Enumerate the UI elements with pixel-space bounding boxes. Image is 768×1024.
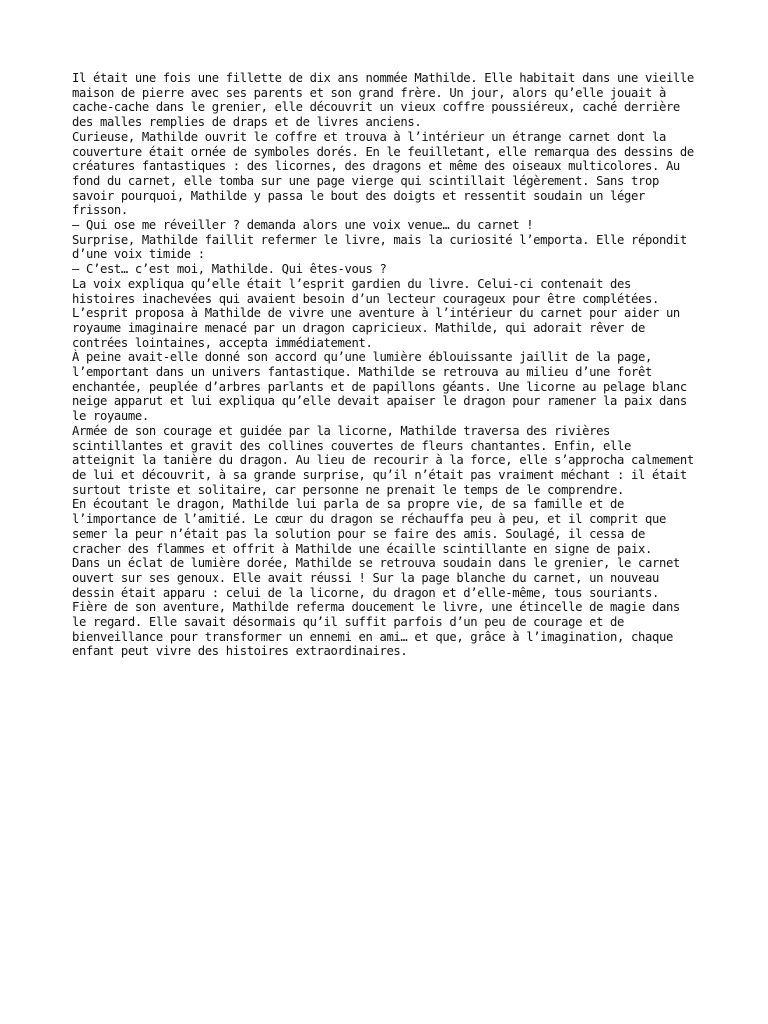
paragraph-9: En écoutant le dragon, Mathilde lui parla de sa propre vie, de sa famille et de l’importance de l’amitié. Le cœur du dragon se réchauffa peu à peu, et il comprit que semer la peur n’était pas la solution pour se faire des amis. Soulagé, il cessa de cracher des flammes et offrit à Mathilde une écaille scintillante en signe de paix.	[72, 497, 666, 556]
paragraph-7: À peine avait-elle donné son accord qu’une lumière éblouissante jaillit de la page, l’emportant dans un univers fantastique. Mathilde se retrouva au milieu d’une forêt enchantée, peuplée d’arbres parlants et de papillons géants. Une licorne au pelage blanc neige apparut et lui expliqua qu’elle devait apaiser le dragon pour ramener la paix dans le royaume.	[72, 350, 687, 424]
paragraph-8: Armée de son courage et guidée par la licorne, Mathilde traversa des rivières scintillantes et gravit des collines couvertes de fleurs chantantes. Enfin, elle atteignit la tanière du dragon. Au lieu de recourir à la force, elle s’approcha calmement de lui et découvrit, à sa grande surprise, qu’il n’était pas vraiment méchant : il était surtout triste et solitaire, car personne ne prenait le temps de le comprendre.	[72, 423, 694, 497]
paragraph-10: Dans un éclat de lumière dorée, Mathilde se retrouva soudain dans le grenier, le carnet ouvert sur ses genoux. Elle avait réussi ! Sur la page blanche du carnet, un nouveau dessin était apparu : celui de la licorne, du dragon et d’elle-même, tous souriants.	[72, 556, 680, 600]
paragraph-1: Il était une fois une fillette de dix ans nommée Mathilde. Elle habitait dans une vieille maison de pierre avec ses parents et son grand frère. Un jour, alors qu’elle jouait à cache-cache dans le grenier, elle découvrit un vieux coffre poussiéreux, caché derrière des malles remplies de draps et de livres anciens.	[72, 71, 694, 130]
paragraph-4: Surprise, Mathilde faillit refermer le livre, mais la curiosité l’emporta. Elle répondit d’une voix timide :	[72, 232, 687, 262]
paragraph-3: — Qui ose me réveiller ? demanda alors une voix venue… du carnet !	[72, 218, 534, 233]
paragraph-2: Curieuse, Mathilde ouvrit le coffre et trouva à l’intérieur un étrange carnet dont la couverture était ornée de symboles dorés. En le feuilletant, elle remarqua des dessins de créatures fantastiques : des licornes, des dragons et même des oiseaux multicolores. Au fond du carnet, elle tomba sur une page vierge qui scintillait légèrement. Sans trop savoir pourquoi, Mathilde y passa le bout des doigts et ressentit soudain un léger frisson.	[72, 129, 694, 218]
document-body	[72, 71, 700, 659]
paragraph-6: La voix expliqua qu’elle était l’esprit gardien du livre. Celui-ci contenait des histoires inachevées qui avaient besoin d’un lecteur courageux pour être complétées. L’esprit proposa à Mathilde de vivre une aventure à l’intérieur du carnet pour aider un royaume imaginaire menacé par un dragon capricieux. Mathilde, qui adorait rêver de contrées lointaines, accepta immédiatement.	[72, 276, 680, 350]
paragraph-5: — C’est… c’est moi, Mathilde. Qui êtes-vous ?	[72, 262, 387, 277]
paragraph-11: Fière de son aventure, Mathilde referma doucement le livre, une étincelle de magie dans le regard. Elle savait désormais qu’il suffit parfois d’un peu de courage et de bienveillance pour transformer un ennemi en ami… et que, grâce à l’imagination, chaque enfant peut vivre des histoires extraordinaires.	[72, 600, 680, 659]
